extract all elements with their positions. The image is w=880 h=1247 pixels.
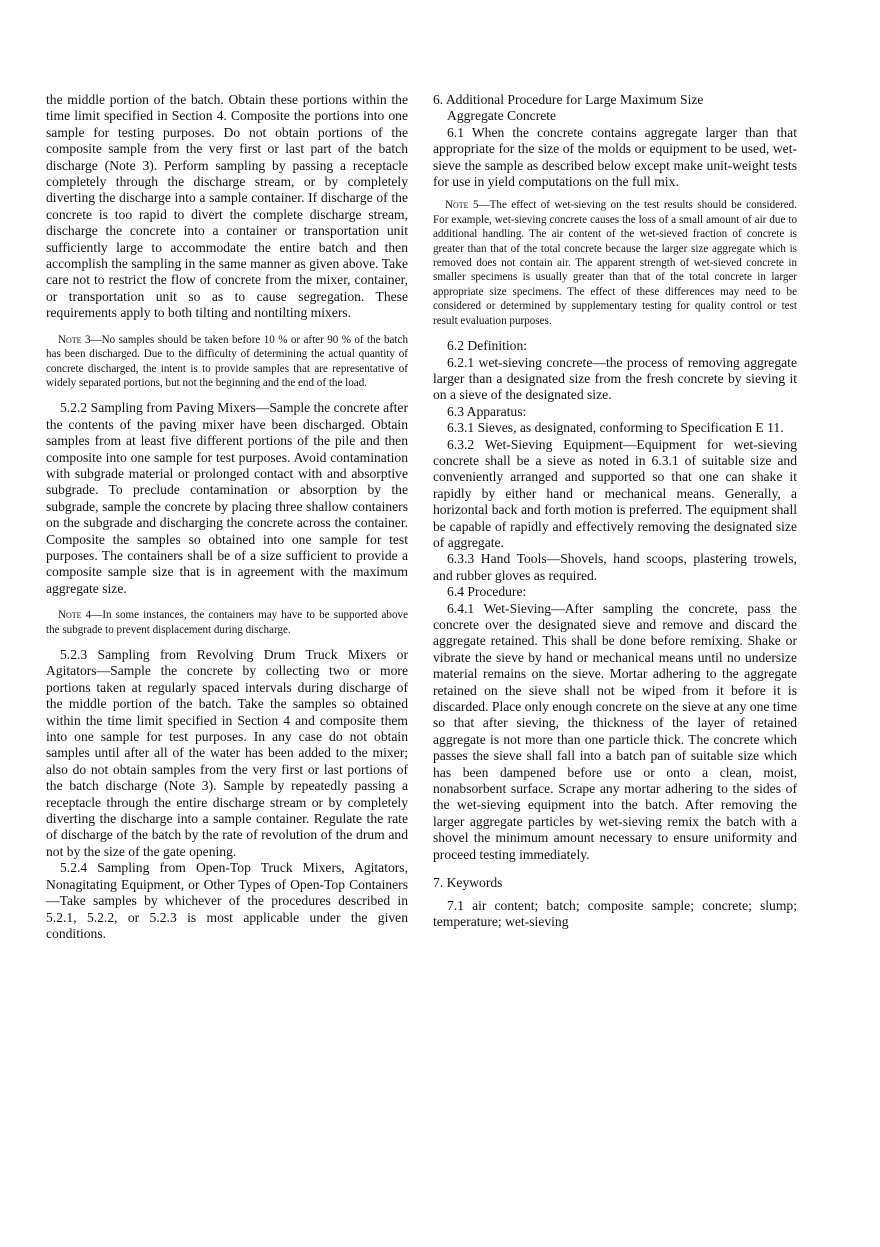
right-column	[433, 92, 797, 930]
note-4-label: Note 4	[58, 609, 92, 622]
note-3-label: Note 3	[58, 333, 91, 346]
section-6-4-1: 6.4.1 Wet-Sieving—After sampling the concrete, pass the concrete over the designated sieve and remove and discard the aggregate retained. This shall be done before remixing. Shake or vibrate the sieve by hand or mechanical means until no undersize material remains on the sieve. Mortar adhering to the aggregate retained on the sieve shall not be wiped from it before it is discarded. Place only enough concrete on the sieve at any one time so that after sieving, the thickness of the layer of retained aggregate is not more than one particle thick. The concrete which passes the sieve shall fall into a batch pan of suitable size which has been dampened before use or onto a clean, moist, nonabsorbent surface. Scrape any mortar adhering to the sides of the wet-sieving equipment into the batch. After removing the larger aggregate particles by wet-sieving remix the batch with a shovel the minimum amount necessary to ensure uniformity and proceed testing immediately.	[433, 600, 797, 862]
section-5-2-3: 5.2.3 Sampling from Revolving Drum Truck Mixers or Agitators—Sample the concrete by collecting two or more portions taken at regularly spaced intervals during discharge of the middle portion of the batch. Take the samples so obtained within the time limit specified in Section 4 and composite them into one sample for test purposes. In any case do not obtain samples until after all of the water has been added to the mixer; also do not obtain samples from the very first or last portions of the batch discharge (Note 3). Sample by repeatedly passing a receptacle through the entire discharge stream or by completely diverting the discharge into a sample container. Regulate the rate of discharge of the batch by the rate of revolution of the drum and not by the size of the gate opening.	[46, 647, 408, 859]
section-6-3-2: 6.3.2 Wet-Sieving Equipment—Equipment for wet-sieving concrete shall be a sieve as noted in 6.3.1 of suitable size and conveniently arranged and supported so that one can shake it rapidly by either hand or mechanical means. Generally, a horizontal back and forth motion is preferred. The equipment shall be capable of rapidly and effectively removing the designated size of aggregate.	[433, 436, 797, 550]
section-6-heading	[433, 92, 797, 125]
section-6-heading-line1: 6. Additional Procedure for Large Maximum Size	[433, 92, 704, 107]
intro-paragraph: the middle portion of the batch. Obtain these portions within the time limit specified in Section 4. Composite the portions into one sample for testing purposes. Do not obtain portions of the composite sample from the very first or last part of the batch discharge (Note 3). Perform sampling by passing a receptacle completely through the discharge stream, or by completely diverting the discharge into a sample container. If discharge of the concrete is too rapid to divert the complete discharge stream, discharge the concrete into a container or transportation unit sufficiently large to accommodate the entire batch and then accomplish the sampling in the same manner as given above. Take care not to restrict the flow of concrete from the mixer, container, or transportation unit so as to cause segregation. These requirements apply to both tilting and nontilting mixers.	[46, 92, 408, 321]
left-column	[46, 92, 408, 942]
note-5	[433, 198, 797, 328]
section-5-2-2: 5.2.2 Sampling from Paving Mixers—Sample the concrete after the contents of the paving mixer have been discharged. Obtain samples from at least five different portions of the pile and then composite into one sample for test purposes. Avoid contamination with subgrade material or prolonged contact with and absorptive subgrade. To preclude contamination or absorption by the subgrade, sample the concrete by placing three shallow containers on the subgrade and discharging the concrete across the container. Composite the samples so obtained into one sample for test purposes. The containers shall be of a size sufficient to provide a composite sample size that is in agreement with the maximum aggregate size.	[46, 400, 408, 596]
section-6-1: 6.1 When the concrete contains aggregate larger than that appropriate for the size of the molds or equipment to be used, wet-sieve the sample as described below except make unit-weight tests for use in yield computations on the full mix.	[433, 124, 797, 190]
section-5-2-4: 5.2.4 Sampling from Open-Top Truck Mixers, Agitators, Nonagitating Equipment, or Other Types of Open-Top Containers—Take samples by whichever of the procedures described in 5.2.1, 5.2.2, or 5.2.3 is most applicable under the given conditions.	[46, 860, 408, 941]
note-3-text: —No samples should be taken before 10 % or after 90 % of the batch has been discharged. Due to the difficulty of determining the actual quantity of concrete discharged, the intent is to provide samples that are representative of widely separated portions, but not the beginning and the end of the load.	[46, 333, 408, 389]
section-6-heading-line2: Aggregate Concrete	[447, 108, 557, 124]
section-7-1: 7.1 air content; batch; composite sample; concrete; slump; temperature; wet-sieving	[433, 897, 797, 929]
note-3	[46, 333, 408, 391]
note-4	[46, 608, 408, 637]
section-6-3-3: 6.3.3 Hand Tools—Shovels, hand scoops, plastering trowels, and rubber gloves as required.	[433, 551, 797, 583]
section-6-3-1: 6.3.1 Sieves, as designated, conforming to Specification E 11.	[447, 420, 784, 436]
note-5-text: —The effect of wet-sieving on the test results should be considered. For example, wet-sieving concrete causes the loss of a small amount of air due to additional handling. The air content of the wet-sieved fraction of concrete is greater than that of the total concrete because the larger size aggregate which is removed does not contain air. The apparent strength of wet-sieved concrete in smaller specimens is usually greater than that of the total concrete in larger appropriate size specimens. The effect of these differences may need to be considered or determined by supplementary testing for quality control or test result evaluation purposes.	[433, 199, 797, 327]
note-5-label: Note 5	[445, 199, 479, 212]
section-6-2-1: 6.2.1 wet-sieving concrete—the process of removing aggregate larger than a designated size from the fresh concrete by sieving it on a sieve of the designated size.	[433, 354, 797, 403]
section-7-heading: 7. Keywords	[433, 875, 503, 891]
section-6-3: 6.3 Apparatus:	[447, 403, 527, 419]
section-6-2: 6.2 Definition:	[447, 338, 528, 354]
note-4-text: —In some instances, the containers may have to be supported above the subgrade to prevent displacement during discharge.	[46, 609, 408, 636]
section-6-4: 6.4 Procedure:	[447, 584, 527, 600]
